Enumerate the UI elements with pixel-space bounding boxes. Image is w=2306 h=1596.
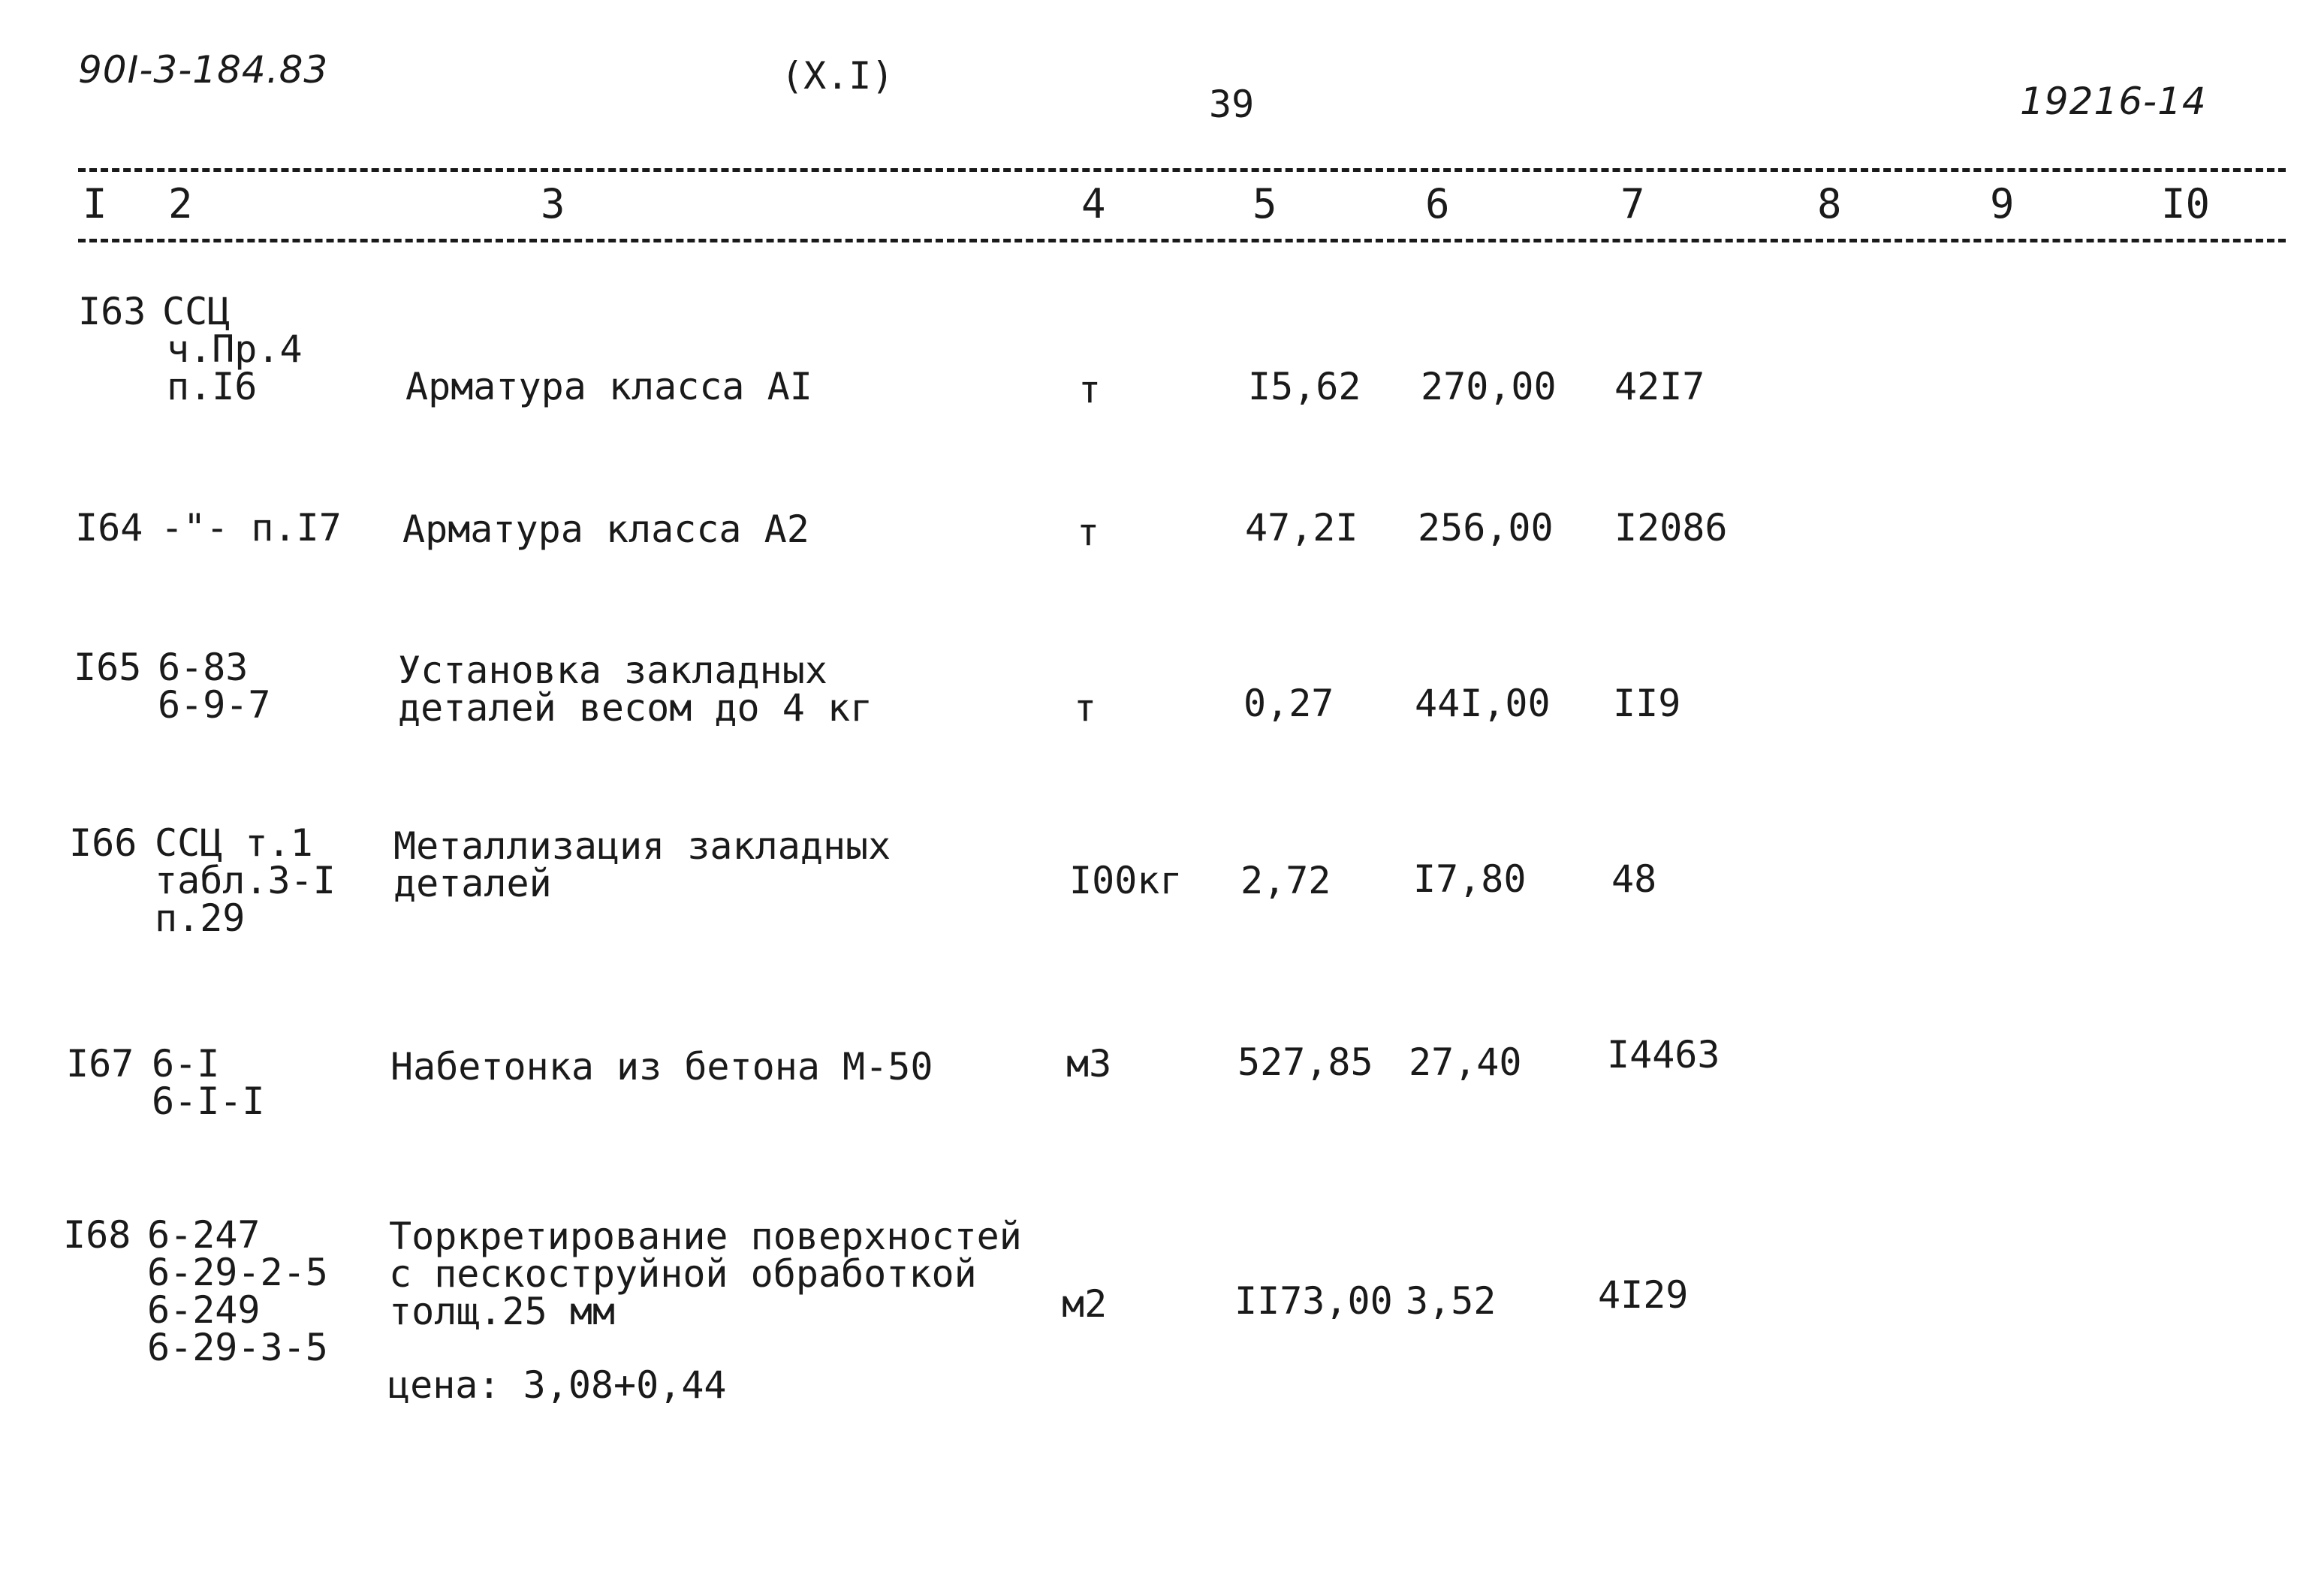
row-number: I64: [75, 506, 143, 550]
row-unit-price: 27,40: [1409, 1040, 1522, 1084]
row-quantity: II73,00: [1234, 1279, 1393, 1323]
column-header-10: I0: [2161, 180, 2211, 227]
row-code-line: -"- п.I7: [161, 506, 342, 550]
row-code-line: ССЦ т.1: [155, 821, 313, 865]
row-description-line: Установка закладных: [398, 649, 827, 692]
row-description-line: Арматура класса АI: [405, 365, 812, 408]
row-price-note: цена: 3,08+0,44: [387, 1363, 727, 1407]
row-total: II9: [1613, 682, 1681, 725]
row-unit: т: [1078, 368, 1102, 411]
row-code-line: 6-249: [147, 1288, 261, 1332]
row-quantity: I5,62: [1248, 365, 1361, 408]
header-bottom-rule: [78, 239, 2286, 242]
row-quantity: 47,2I: [1245, 506, 1358, 550]
row-code-line: п.29: [155, 896, 246, 940]
row-code-line: ССЦ: [162, 290, 231, 333]
row-code-line: 6-29-3-5: [147, 1326, 328, 1369]
row-number: I65: [74, 646, 142, 689]
row-code-line: 6-29-2-5: [147, 1251, 328, 1294]
row-unit-price: 44I,00: [1415, 682, 1551, 725]
row-total: I4463: [1607, 1033, 1720, 1077]
row-unit-price: I7,80: [1413, 857, 1527, 901]
column-header-6: 6: [1425, 180, 1450, 227]
archive-number: 19216-14: [2020, 80, 2207, 123]
row-description-line: деталей: [393, 862, 552, 905]
row-unit: I00кг: [1069, 859, 1183, 902]
row-number: I66: [69, 821, 137, 865]
row-number: I67: [66, 1042, 134, 1086]
row-unit-price: 256,00: [1418, 506, 1554, 550]
column-header-8: 8: [1817, 180, 1842, 227]
row-total: 42I7: [1614, 365, 1705, 408]
row-quantity: 0,27: [1243, 682, 1334, 725]
row-unit-price: 270,00: [1421, 365, 1557, 408]
row-description-line: Арматура класса А2: [402, 507, 809, 551]
row-code-line: 6-I-I: [152, 1080, 265, 1123]
row-code-line: п.I6: [167, 365, 258, 408]
row-code-line: 6-I: [152, 1042, 220, 1086]
row-quantity: 2,72: [1240, 859, 1331, 902]
row-description-line: с пескоструйной обработкой: [389, 1252, 977, 1296]
row-total: I2086: [1614, 506, 1728, 550]
row-quantity: 527,85: [1237, 1040, 1373, 1084]
column-header-3: 3: [541, 180, 565, 227]
row-unit: т: [1077, 510, 1100, 554]
column-header-2: 2: [168, 180, 193, 227]
row-total: 4I29: [1598, 1273, 1689, 1317]
row-code-line: 6-9-7: [158, 683, 271, 727]
column-header-9: 9: [1990, 180, 2015, 227]
row-number: I63: [78, 290, 146, 333]
section-label: (X.I): [781, 54, 894, 98]
row-description-line: деталей весом до 4 кг: [398, 686, 873, 730]
row-unit: м3: [1066, 1042, 1112, 1086]
header-top-rule: [78, 168, 2286, 172]
document-code: 90I-3-184.83: [78, 48, 329, 92]
column-header-5: 5: [1252, 180, 1277, 227]
page-number: 39: [1209, 83, 1255, 126]
row-code-line: ч.Пр.4: [167, 327, 303, 371]
column-header-1: I: [83, 180, 107, 227]
row-unit: т: [1074, 686, 1097, 730]
column-header-4: 4: [1081, 180, 1106, 227]
row-code-line: 6-83: [158, 646, 249, 689]
row-unit-price: 3,52: [1406, 1279, 1497, 1323]
row-unit: м2: [1062, 1282, 1108, 1326]
row-number: I68: [63, 1213, 131, 1257]
row-description-line: Набетонка из бетона М-50: [390, 1045, 933, 1089]
row-description-line: Металлизация закладных: [393, 824, 891, 868]
row-description-line: Торкретирование поверхностей: [389, 1215, 1022, 1258]
row-total: 48: [1611, 857, 1657, 901]
row-code-line: табл.3-I: [155, 859, 336, 902]
column-header-7: 7: [1620, 180, 1645, 227]
row-description-line: толщ.25 мм: [389, 1290, 616, 1333]
row-code-line: 6-247: [147, 1213, 261, 1257]
